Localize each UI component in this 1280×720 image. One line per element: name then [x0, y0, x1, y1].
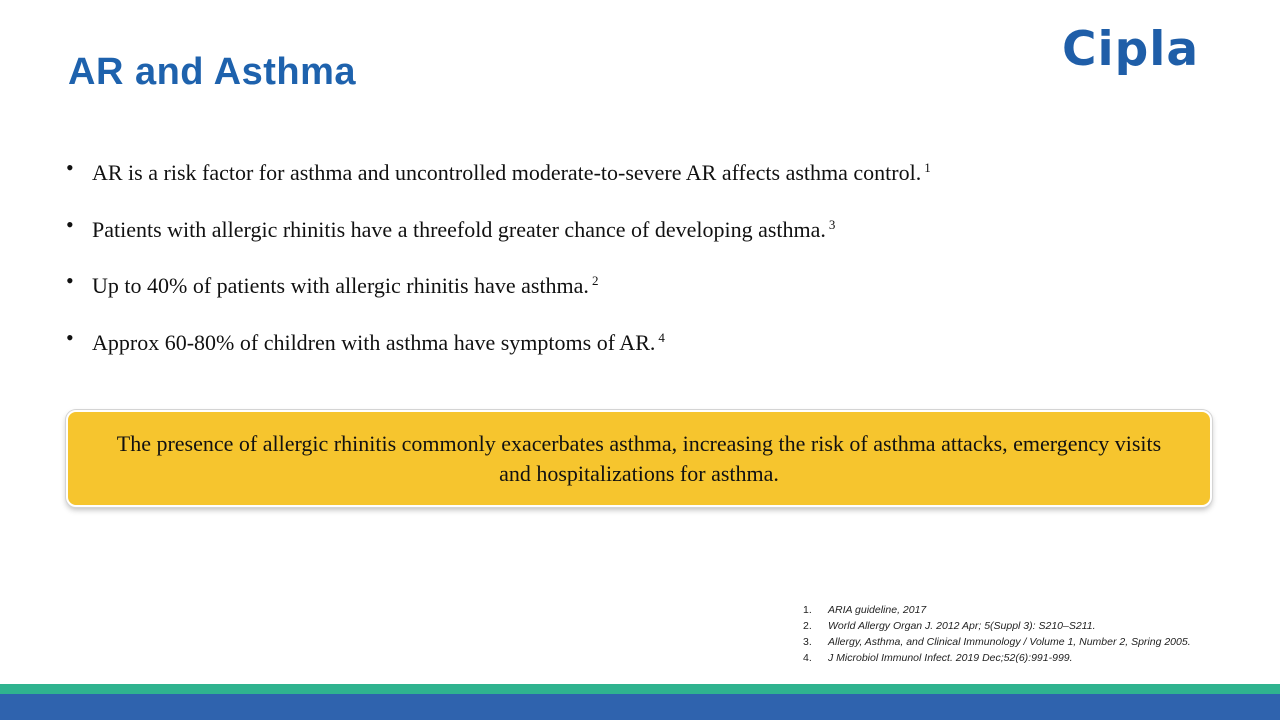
reference-number: 1.: [803, 604, 812, 616]
citation-marker: 1: [924, 160, 931, 175]
bullet-text: Approx 60-80% of children with asthma have symptoms of AR.: [92, 329, 656, 355]
bullet-dot-icon: •: [66, 268, 74, 293]
reference-number: 2.: [803, 620, 812, 632]
footer-bar: [0, 694, 1280, 720]
reference-text: ARIA guideline, 2017: [828, 604, 927, 616]
citation-marker: 2: [591, 273, 599, 288]
reference-number: 4.: [803, 652, 812, 664]
bullet-dot-icon: •: [66, 155, 74, 180]
slide-title: AR and Asthma: [68, 51, 357, 93]
cipla-logo: Cipla: [1062, 22, 1200, 77]
citation-marker: 3: [828, 216, 836, 232]
bullet-dot-icon: •: [66, 324, 74, 350]
reference-number: 3.: [803, 636, 812, 648]
reference-text: World Allergy Organ J. 2012 Apr; 5(Suppl 3): S210–S211.: [828, 620, 1096, 632]
bullet-dot-icon: •: [66, 211, 74, 237]
footer-accent-bar: [0, 684, 1280, 694]
callout-box: [66, 410, 1212, 507]
bullet-text: Patients with allergic rhinitis have a threefold greater chance of developing asthma.: [92, 216, 826, 242]
bullet-text: AR is a risk factor for asthma and uncontrolled moderate-to-severe AR affects asthma control.: [92, 160, 922, 185]
reference-text: J Microbiol Immunol Infect. 2019 Dec;52(6):991-999.: [828, 652, 1073, 664]
reference-text: Allergy, Asthma, and Clinical Immunology / Volume 1, Number 2, Spring 2005.: [828, 636, 1191, 648]
bullet-text: Up to 40% of patients with allergic rhinitis have asthma.: [92, 273, 589, 298]
callout-text: The presence of allergic rhinitis commonly exacerbates asthma, increasing the risk of asthma attacks, emergency visits and hospitalizations for asthma.: [116, 430, 1162, 486]
citation-marker: 4: [658, 329, 665, 345]
